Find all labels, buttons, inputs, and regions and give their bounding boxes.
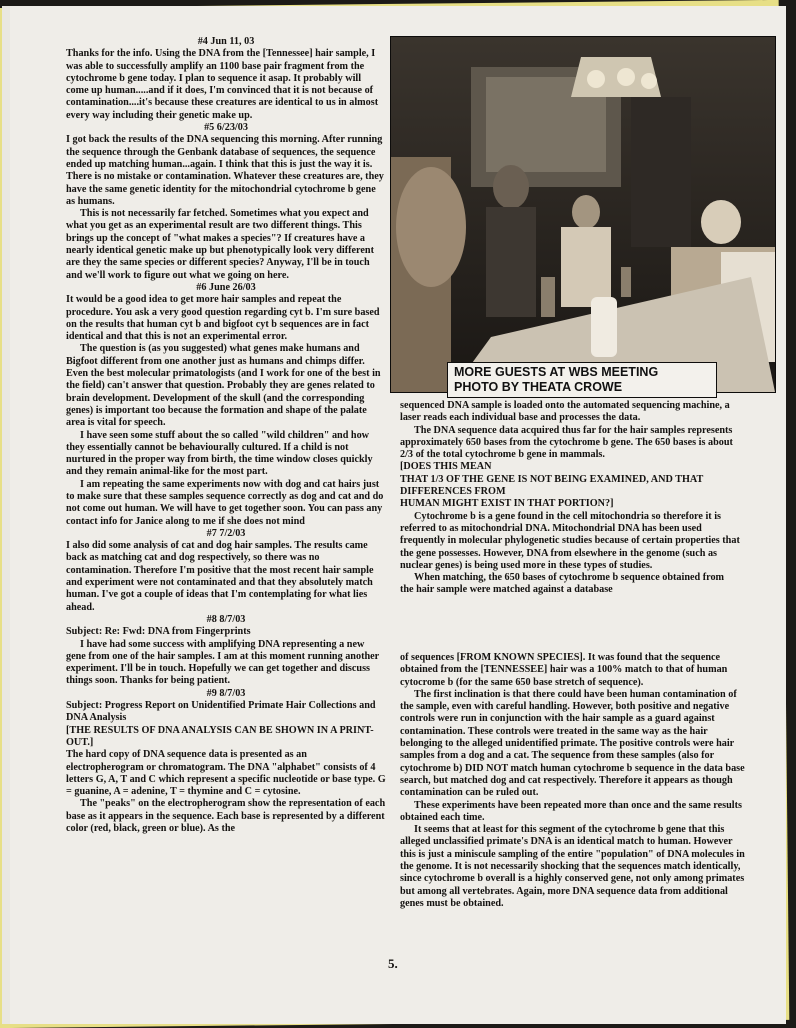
paragraph: sequenced DNA sample is loaded onto the automated sequencing machine, a laser reads each individual base and processes the data. [400,400,730,424]
paragraph: I have had some success with amplifying DNA representing a new gene from one of the hair samples. I am at this moment running another experiment. I'll be in touch. Hopefully we can get together and discuss things soon. Thanks for being patient. [66,638,379,687]
entry-heading: #9 8/7/03 [206,687,246,699]
caption-line-2: PHOTO BY THEATA CROWE [454,380,623,394]
page-number: 5. [388,956,398,971]
middle-column [400,400,740,597]
entry-heading: #6 June 26/03 [196,281,256,293]
entry-heading: #7 7/2/03 [206,527,246,539]
paragraph: HUMAN MIGHT EXIST IN THAT PORTION?] [400,498,614,510]
paragraph: I am repeating the same experiments now with dog and cat hairs just to make sure that these samples sequence correctly as dog and cat and do not come out human. We will have to get together soon. You can pass any contact info for Janice along to me if she does not mind [66,478,384,527]
paragraph: Cytochrome b is a gene found in the cell mitochondria so therefore it is referred to as mitochondrial DNA. Mitochondrial DNA has been used frequently in molecular phylogenetic studies because of certain properties that the gene possesses. However, DNA from elsewhere in the genome (such as nuclear genes) is being used more in these types of studies. [400,510,740,571]
paragraph: The DNA sequence data acquired thus far for the hair samples represents approximately 650 bases from the cytochrome b gene. The 650 bases is about 2/3 of the total cytochrome b gene in mammals. [400,424,733,461]
left-column [66,36,386,835]
paragraph: THAT 1/3 OF THE GENE IS NOT BEING EXAMINED, AND THAT DIFFERENCES FROM [400,473,704,498]
newsletter-page [10,6,786,1024]
photo-caption [447,362,717,398]
right-column [400,652,746,910]
paragraph: It would be a good idea to get more hair samples and repeat the procedure. You ask a very good question regarding cyt b. I'm sure based on the results that human cyt b and bigfoot cyt b sequences are in fact identical and that this is not an experimental error. [66,294,380,343]
paragraph: [DOES THIS MEAN [400,461,492,473]
paragraph: These experiments have been repeated more than once and the same results obtained each time. [400,799,742,823]
caption-line-1: MORE GUESTS AT WBS MEETING [454,365,659,379]
entry-heading: #4 Jun 11, 03 [197,36,255,47]
paragraph: It seems that at least for this segment of the cytochrome b gene that this alleged unclassified primate's DNA is an identical match to human. However this is just a miniscule sampling of the entire "population" of DNA molecules in the genome. It is not necessarily shocking that the sequences match identically, since cytochrome b overall is a highly conserved gene, not only among primates but among all vertebrates. Again, more DNA sequence data from additional genes must be obtained. [400,824,745,909]
paragraph: This is not necessarily far fetched. Sometimes what you expect and what you get as an experimental result are two different things. This brings up the concept of "what makes a species"? If creatures have a nearly identical genetic make up but phenotypically look very different are they the same species or different species? Anyway, I'll be in touch and we'll work to figure out what we going on here. [66,208,374,281]
paragraph: Subject: Re: Fwd: DNA from Fingerprints [66,626,251,638]
paragraph: I got back the results of the DNA sequencing this morning. After running the sequence through the Genbank database of sequences, the sequence ended up matching human...again. I think that this is just the way it is. There is no mistake or contamination. Whatever these creatures are, they have the same genetic identity for the mitochondrial cytochrome b gene as humans. [66,134,384,207]
paragraph: When matching, the 650 bases of cytochrome b sequence obtained from the hair sample were matched against a database [400,572,725,596]
meeting-photo [390,36,776,393]
paragraph: of sequences [FROM KNOWN SPECIES]. It was found that the sequence obtained from the [TENNESSEE] hair was a 100% match to that of human cytocrome b (for the same 650 base stretch of sequence). [400,652,728,688]
paragraph: [THE RESULTS OF DNA ANALYSIS CAN BE SHOWN IN A PRINT-OUT.] [66,724,374,748]
paragraph: The hard copy of DNA sequence data is presented as an electropherogram or chromatogram. The DNA "alphabet" consists of 4 letters G, A, T and C which represent a specific nucleotide or base type. G = guanine, A = adenine, T = thymine and C = cytosine. [66,749,386,798]
entry-heading: #5 6/23/03 [204,122,248,134]
paragraph: I also did some analysis of cat and dog hair samples. The results came back as matching cat and dog respectively, so there was no contamination. Therefore I'm positive that the most recent hair sample and experiment were not contaminated and that they absolutely match human. I've got a couple of ideas that I'm contemplating for what lies ahead. [66,540,374,613]
paragraph: The question is (as you suggested) what genes make humans and Bigfoot different from one another just as humans and chimps differ. Even the best molecular primatologists (and I work for one of the best in the field) can't answer that question. Probably they are genes related to brain development. Development of the skull (and the corresponding genes) is important too because the formation and shape of the palate area is vital for speech. [66,343,381,429]
paragraph: Subject: Progress Report on Unidentified Primate Hair Collections and DNA Analysis [66,700,376,724]
paragraph: The "peaks" on the electropherogram show the representation of each base as it appears in the sequence. Each base is represented by a different color (red, black, green or blue). As the [66,798,386,834]
paragraph: Thanks for the info. Using the DNA from the [Tennessee] hair sample, I was able to successfully amplify an 1100 base pair fragment from the cytochrome b gene today. I plan to sequence it asap. It probably will come up human.....and if it does, I'm convinced that it is not because of contamination....it's because these creatures are identical to us in almost every way including their genetic make up. [66,48,379,121]
entry-heading: #8 8/7/03 [206,613,246,625]
paragraph: The first inclination is that there could have been human contamination of the sample, even with careful handling. However, both positive and negative controls were run in conjunction with the hair sample as a guard against contamination. These controls were treated in the same way as the hair belonging to the alleged unidentified primate. The positive controls were hair samples from a dog and a cat. The sequence from these samples (also for cytochrome b) DID NOT match human cytochrome b sequence in the data base search, but matched dog and cat respectively. Therefore it appears as though contamination can be ruled out. [400,688,745,799]
paragraph: I have seen some stuff about the so called "wild children" and how they essentially cannot be behaviourally cultured. If a child is not nurtured in the proper way from birth, the time window closes quickly and they remain animal-like for the most part. [66,429,373,478]
